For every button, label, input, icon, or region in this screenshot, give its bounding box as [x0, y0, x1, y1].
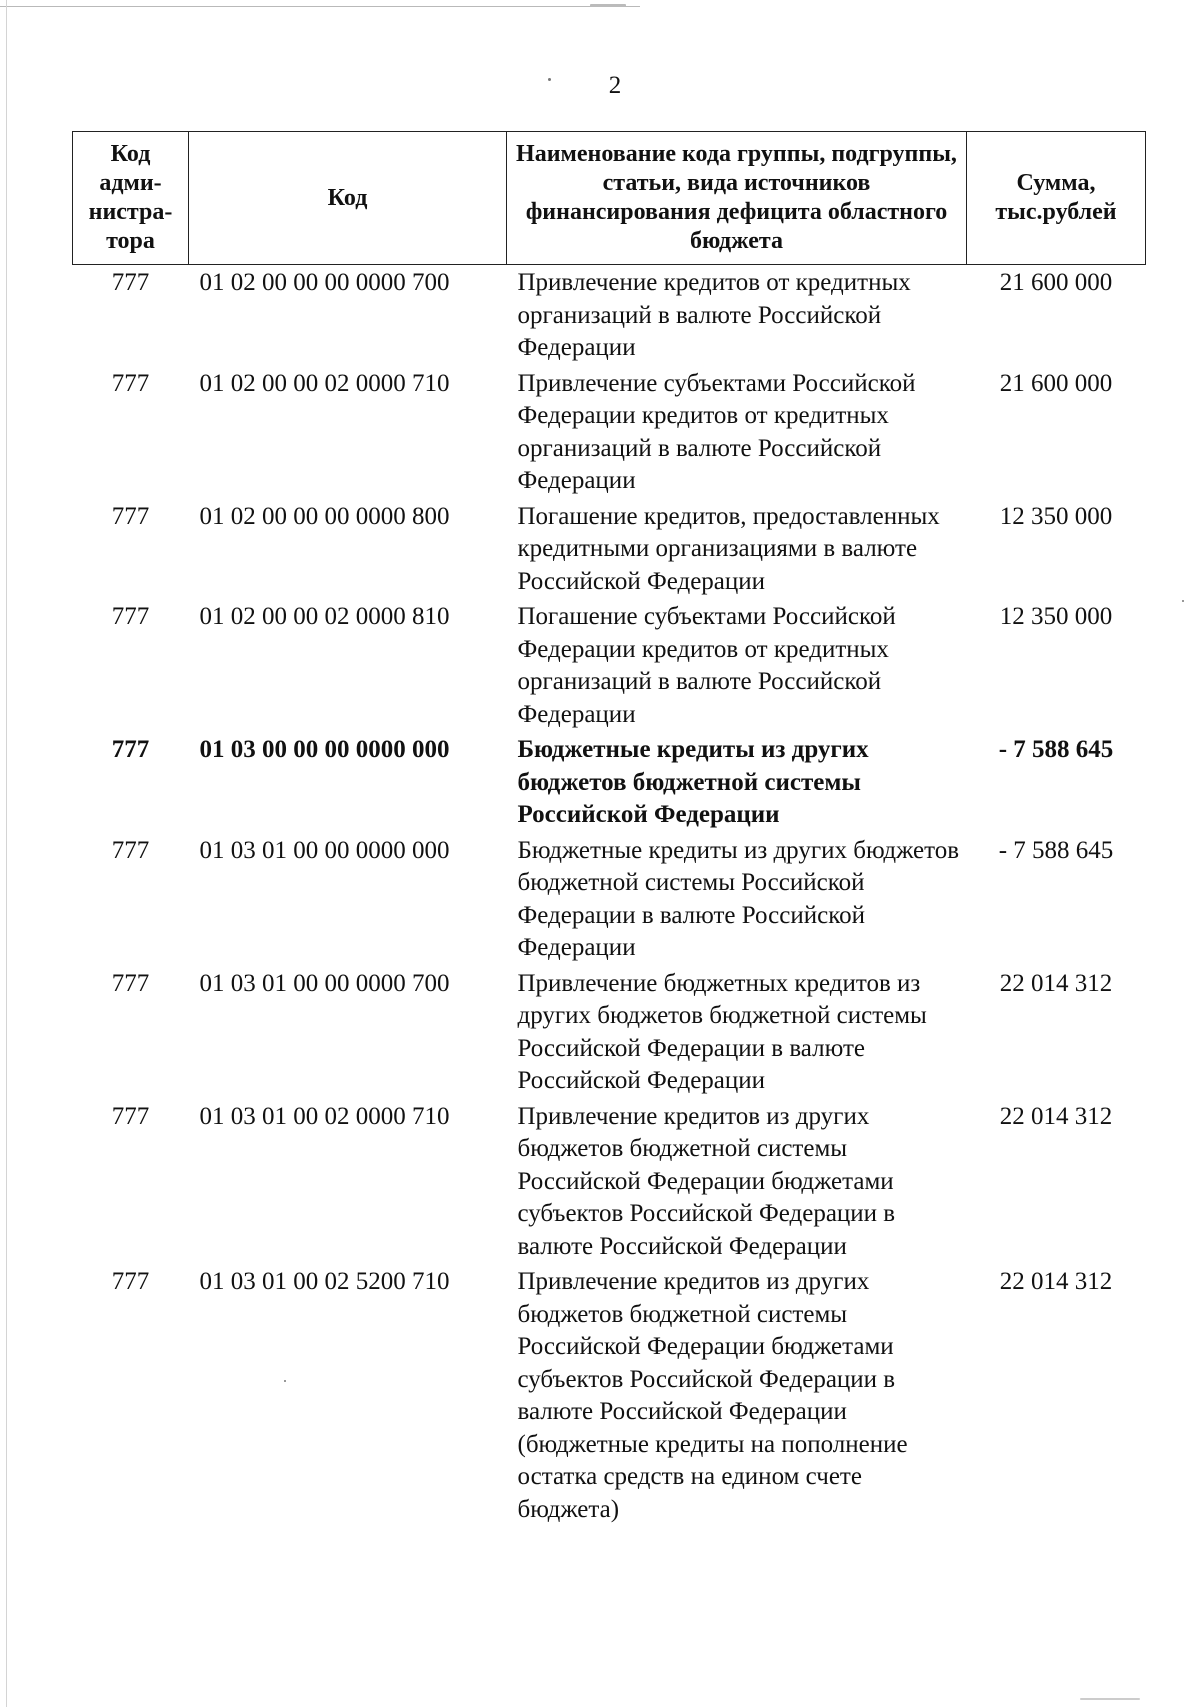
table-row	[73, 265, 1146, 368]
table-row	[73, 601, 1146, 734]
cell-admin: 777	[111, 969, 150, 997]
page-number: 2	[608, 72, 622, 99]
cell-sum: 12 350 000	[999, 603, 1113, 630]
scan-speck	[284, 1380, 286, 1382]
header-code-label: Код	[327, 184, 368, 211]
cell-sum: 21 600 000	[999, 369, 1113, 397]
cell-sum: 22 014 312	[999, 1102, 1113, 1130]
cell-name: Бюджетные кредиты из других бюджетов бюджетной системы Российской Федерации	[517, 736, 869, 828]
cell-sum: - 7 588 645	[998, 836, 1114, 864]
table-row	[73, 501, 1146, 602]
cell-admin: 777	[111, 502, 150, 530]
cell-admin: 777	[111, 269, 150, 296]
table-header	[73, 132, 1146, 265]
cell-admin: 777	[111, 1102, 150, 1130]
table-body	[73, 265, 1146, 1530]
header-sum-label: Сумма, тыс.рублей	[995, 170, 1117, 225]
cell-name: Бюджетные кредиты из других бюджетов бюджетной системы Российской Федерации в валюте Российской Федерации	[517, 836, 960, 961]
cell-code: 01 03 01 00 00 0000 000	[199, 836, 450, 864]
cell-code: 01 03 00 00 00 0000 000	[199, 736, 450, 763]
cell-code: 01 03 01 00 02 5200 710	[199, 1268, 450, 1295]
header-name	[507, 132, 967, 265]
header-sum	[967, 132, 1146, 265]
cell-sum: 22 014 312	[999, 969, 1113, 997]
cell-name: Привлечение кредитов из других бюджетов бюджетной системы Российской Федерации бюджетами субъектов Российской Федерации в валюте Российской Федерации (бюджетные кредиты на пополнение остатка средств на едином счете бюджета)	[517, 1268, 908, 1523]
scan-speck	[590, 4, 626, 7]
cell-sum: - 7 588 645	[998, 736, 1114, 763]
table-row	[73, 835, 1146, 968]
cell-sum: 21 600 000	[999, 269, 1113, 296]
header-admin-code	[73, 132, 189, 265]
header-row	[73, 132, 1146, 265]
cell-sum: 12 350 000	[999, 502, 1113, 530]
cell-code: 01 02 00 00 02 0000 810	[199, 603, 450, 630]
table-row	[73, 368, 1146, 501]
cell-code: 01 03 01 00 02 0000 710	[199, 1102, 450, 1130]
table-row	[73, 1266, 1146, 1529]
cell-admin: 777	[111, 1268, 150, 1295]
cell-code: 01 02 00 00 00 0000 800	[199, 502, 450, 530]
table-row	[73, 1101, 1146, 1267]
cell-name: Погашение кредитов, предоставленных кредитными организациями в валюте Российской Федерации	[517, 502, 940, 595]
cell-sum: 22 014 312	[999, 1268, 1113, 1295]
scan-edge-top	[0, 6, 640, 7]
cell-admin: 777	[111, 736, 150, 763]
cell-admin: 777	[111, 836, 150, 864]
scan-speck	[1182, 600, 1184, 602]
header-name-label: Наименование кода группы, подгруппы, статьи, вида источников финансирования дефицита областного бюджета	[516, 141, 957, 254]
cell-name: Привлечение субъектами Российской Федерации кредитов от кредитных организаций в валюте Российской Федерации	[517, 369, 916, 494]
financing-sources-table	[72, 131, 1146, 1529]
cell-name: Привлечение кредитов от кредитных организаций в валюте Российской Федерации	[517, 269, 911, 361]
table-row	[73, 968, 1146, 1101]
scan-edge-left	[6, 0, 7, 1707]
header-admin-code-label: Код адми-нистра-тора	[88, 141, 173, 254]
cell-admin: 777	[111, 369, 150, 397]
table-row-bold	[73, 734, 1146, 835]
header-code	[189, 132, 507, 265]
scan-speck	[1080, 1698, 1140, 1700]
cell-name: Погашение субъектами Российской Федерации кредитов от кредитных организаций в валюте Российской Федерации	[517, 603, 896, 728]
cell-code: 01 02 00 00 02 0000 710	[199, 369, 450, 397]
cell-admin: 777	[111, 603, 150, 630]
cell-code: 01 02 00 00 00 0000 700	[199, 269, 450, 296]
scan-speck	[548, 78, 551, 81]
cell-code: 01 03 01 00 00 0000 700	[199, 969, 450, 997]
cell-name: Привлечение бюджетных кредитов из других бюджетов бюджетной системы Российской Федерации в валюте Российской Федерации	[517, 969, 927, 1094]
cell-name: Привлечение кредитов из других бюджетов бюджетной системы Российской Федерации бюджетами субъектов Российской Федерации в валюте Российской Федерации	[517, 1102, 896, 1260]
